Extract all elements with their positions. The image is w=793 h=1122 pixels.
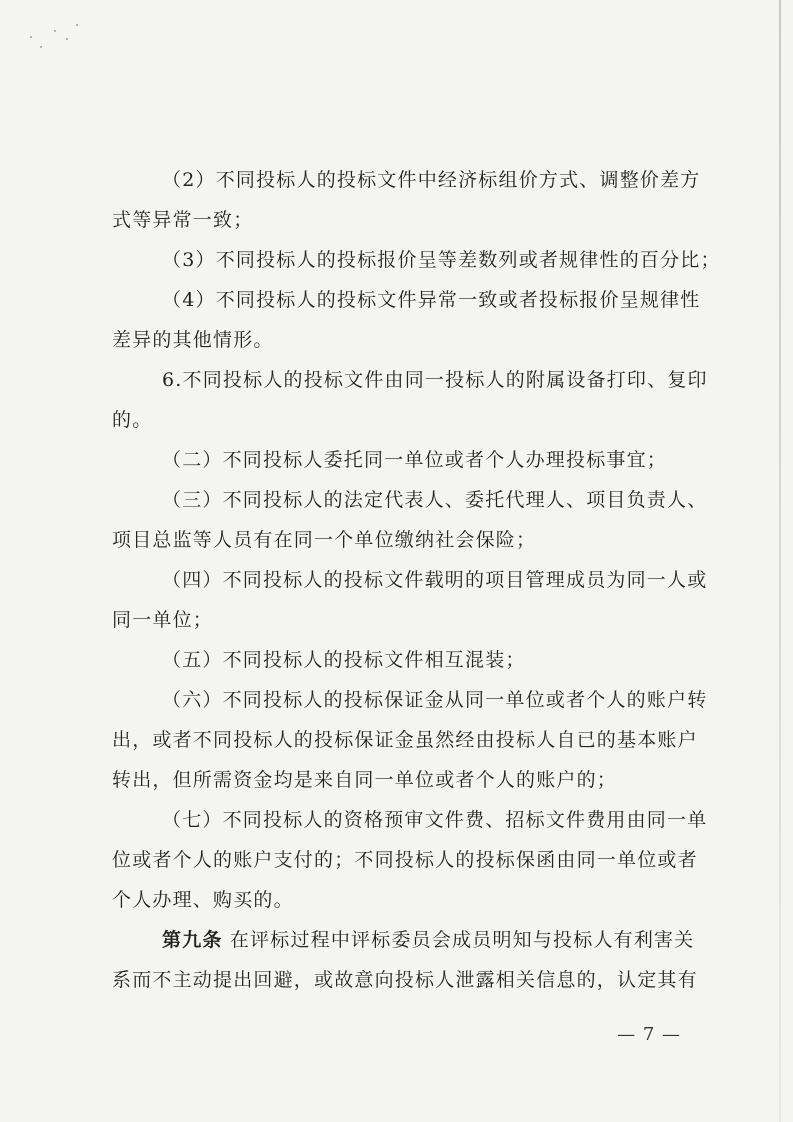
clause-three-line-1: （三）不同投标人的法定代表人、委托代理人、项目负责人、 (162, 489, 708, 511)
article-nine-line-1 (162, 928, 695, 952)
clause-4-line-1: （4）不同投标人的投标文件异常一致或者投标报价呈规律性 (162, 289, 701, 311)
clause-six-line-1: （六）不同投标人的投标保证金从同一单位或者个人的账户转 (162, 689, 708, 711)
clause-seven-line-2: 位或者个人的账户支付的；不同投标人的投标保函由同一单位或者 (112, 849, 698, 871)
clause-six-line-2: 出，或者不同投标人的投标保证金虽然经由投标人自已的基本账户 (112, 729, 698, 751)
clause-seven-line-3: 个人办理、购买的。 (112, 889, 294, 911)
clause-four-line-1: （四）不同投标人的投标文件载明的项目管理成员为同一人或 (162, 569, 708, 591)
article-nine-text-1: 在评标过程中评标委员会成员明知与投标人有利害关 (229, 929, 695, 951)
clause-3-line-1: （3）不同投标人的投标报价呈等差数列或者规律性的百分比； (162, 249, 721, 271)
clause-five-line-1: （五）不同投标人的投标文件相互混装； (162, 649, 526, 671)
clause-three-line-2: 项目总监等人员有在同一个单位缴纳社会保险； (112, 529, 537, 551)
page-number: — 7 — (617, 1024, 681, 1045)
clause-two-line-1: （二）不同投标人委托同一单位或者个人办理投标事宜； (162, 449, 668, 471)
scan-specks (30, 24, 90, 64)
article-nine-line-2: 系而不主动提出回避，或故意向投标人泄露相关信息的，认定其有 (112, 969, 698, 991)
scan-edge (779, 0, 781, 1122)
clause-4-line-2: 差异的其他情形。 (112, 329, 274, 351)
clause-six-line-3: 转出，但所需资金均是来自同一单位或者个人的账户的； (112, 769, 618, 791)
clause-four-line-2: 同一单位； (112, 609, 214, 631)
item-6-line-1: 6.不同投标人的投标文件由同一投标人的附属设备打印、复印 (162, 369, 708, 391)
article-nine-heading: 第九条 (162, 929, 223, 951)
item-6-line-2: 的。 (112, 409, 153, 431)
clause-2-line-2: 式等异常一致； (112, 209, 254, 231)
clause-2-line-1: （2）不同投标人的投标文件中经济标组价方式、调整价差方 (162, 169, 701, 191)
clause-seven-line-1: （七）不同投标人的资格预审文件费、招标文件费用由同一单 (162, 809, 708, 831)
